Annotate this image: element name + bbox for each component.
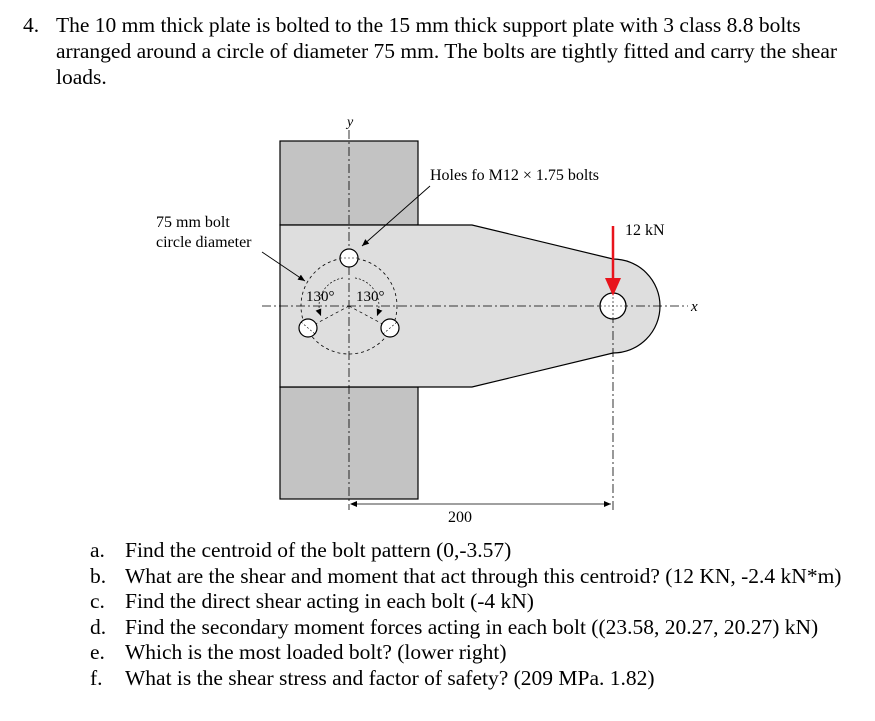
question-item <box>90 615 860 641</box>
question-text: Find the centroid of the bolt pattern (0,-3.57) <box>125 538 512 562</box>
question-label: b. <box>90 563 107 588</box>
bolt-circle-label-line2: circle diameter <box>156 234 252 251</box>
bolt-top <box>340 249 358 267</box>
question-text: What is the shear stress and factor of safety? (209 MPa. 1.82) <box>125 665 655 690</box>
question-item <box>90 589 860 615</box>
load-label: 12 kN <box>625 222 665 239</box>
bolt-lower-right <box>381 319 399 337</box>
y-axis-label: y <box>347 115 354 130</box>
question-item <box>90 564 860 590</box>
bolt-lower-left <box>299 319 317 337</box>
question-text: What are the shear and moment that act through this centroid? (12 KN, -2.4 kN*m) <box>125 563 842 588</box>
holes-label: Holes fo M12 × 1.75 bolts <box>430 167 600 184</box>
question-label: f. <box>90 665 103 690</box>
bolt-load-point <box>600 293 626 319</box>
question-item <box>90 640 860 666</box>
problem-text: The 10 mm thick plate is bolted to the 15 mm thick support plate with 3 class 8.8 bolts arranged around a circle of diameter 75 mm. The bolts are tightly fitted and carry the shear loads. <box>56 13 838 89</box>
question-item <box>90 666 860 692</box>
angle-label-left: 130° <box>306 289 335 305</box>
question-text: Find the direct shear acting in each bolt (-4 kN) <box>125 589 534 613</box>
bolt-circle-label-line1: 75 mm bolt <box>156 214 230 231</box>
problem-number: 4. <box>23 13 40 37</box>
question-item <box>90 538 860 564</box>
question-label: d. <box>90 614 107 639</box>
question-label: c. <box>90 589 105 613</box>
question-text: Find the secondary moment forces acting in each bolt ((23.58, 20.27, 20.27) kN) <box>125 614 819 639</box>
question-list <box>90 538 860 691</box>
dimension-label: 200 <box>448 509 472 526</box>
angle-label-right: 130° <box>356 289 385 305</box>
question-label: a. <box>90 538 105 562</box>
question-text: Which is the most loaded bolt? (lower right) <box>125 640 507 664</box>
question-label: e. <box>90 640 105 664</box>
x-axis-label: x <box>691 299 698 315</box>
